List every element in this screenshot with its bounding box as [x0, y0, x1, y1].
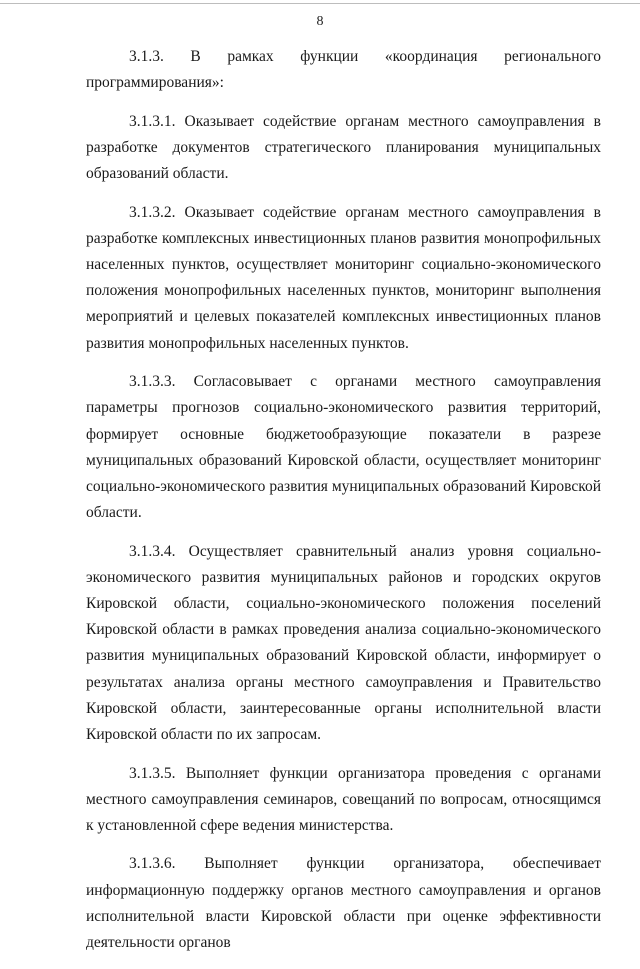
- paragraph-3-1-3-4: 3.1.3.4. Осуществляет сравнительный анализ уровня социально-экономического развития муниципальных районов и городских округов Кировской области, социально-экономического положения поселений Кировской области в рамках проведения анализа социально-экономического развития муниципальных образований Кировской области, информирует о результатах анализа органы местного самоуправления и Правительство Кировской области, заинтересованные органы исполнительной власти Кировской области по их запросам.: [86, 542, 601, 744]
- paragraph-3-1-3: 3.1.3. В рамках функции «координация регионального программирования»:: [86, 48, 601, 92]
- document-body: [86, 44, 601, 969]
- top-scan-rule: [0, 3, 640, 4]
- page-number: 8: [316, 14, 324, 29]
- paragraph-3-1-3-3: 3.1.3.3. Согласовывает с органами местного самоуправления параметры прогнозов социально-экономического развития территорий, формирует основные бюджетообразующие показатели в разрезе муниципальных образований Кировской области, осуществляет мониторинг социально-экономического развития муниципальных образований Кировской области.: [86, 373, 601, 522]
- paragraph-3-1-3-1: 3.1.3.1. Оказывает содействие органам местного самоуправления в разработке документов стратегического планирования муниципальных образований области.: [86, 112, 601, 183]
- paragraph-3-1-3-5: 3.1.3.5. Выполняет функции организатора проведения с органами местного самоуправления семинаров, совещаний по вопросам, относящимся к установленной сфере ведения министерства.: [86, 764, 601, 834]
- paragraph-3-1-3-2: 3.1.3.2. Оказывает содействие органам местного самоуправления в разработке комплексных инвестиционных планов развития монопрофильных населенных пунктов, осуществляет мониторинг социально-экономического положения монопрофильных населенных пунктов, мониторинг выполнения мероприятий и целевых показателей комплексных инвестиционных планов развития монопрофильных населенных пунктов.: [86, 203, 601, 352]
- paragraph-3-1-3-6: 3.1.3.6. Выполняет функции организатора, обеспечивает информационную поддержку органов местного самоуправления и органов исполнительной власти Кировской области при оценке эффективности деятельности органов: [86, 855, 601, 952]
